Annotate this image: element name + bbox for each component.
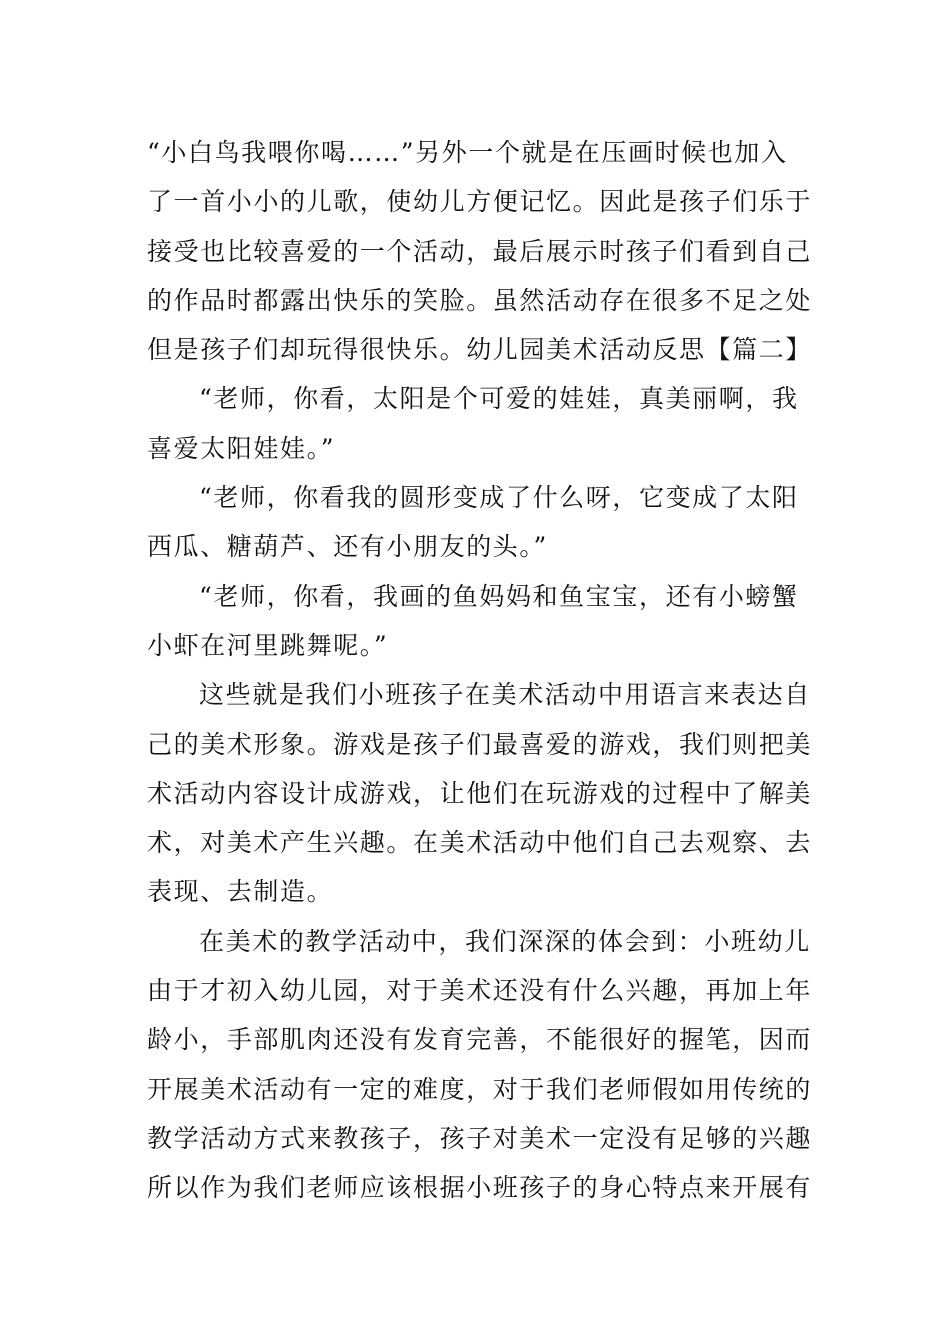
text-line: 表现、去制造。 (147, 877, 334, 907)
text-line: “小白鸟我喂你喝……”另外一个就是在压画时候也加入 (147, 138, 788, 167)
text-line: 龄小，手部肌肉还没有发育完善，不能很好的握笔，因而 (147, 1025, 813, 1055)
document-body (147, 128, 813, 1213)
text-line: 术，对美术产生兴趣。在美术活动中他们自己去观察、去 (147, 828, 813, 858)
text-line: 开展美术活动有一定的难度，对于我们老师假如用传统的 (147, 1074, 813, 1104)
paragraph-first-line: “老师，你看我的圆形变成了什么呀，它变成了太阳 (199, 483, 799, 513)
text-line: 的作品时都露出快乐的笑脸。虽然活动存在很多不足之处 (147, 285, 813, 315)
text-line: 所以作为我们老师应该根据小班孩子的身心特点来开展有 (147, 1173, 813, 1203)
text-line: 由于才初入幼儿园，对于美术还没有什么兴趣，再加上年 (147, 976, 813, 1006)
paragraph-first-line: 这些就是我们小班孩子在美术活动中用语言来表达自 (199, 680, 811, 710)
text-line: 小虾在河里跳舞呢。” (147, 630, 389, 660)
text-line: 己的美术形象。游戏是孩子们最喜爱的游戏，我们则把美 (147, 729, 813, 759)
text-line: 了一首小小的儿歌，使幼儿方便记忆。因此是孩子们乐于 (147, 187, 813, 217)
text-line: 术活动内容设计成游戏，让他们在玩游戏的过程中了解美 (147, 778, 813, 808)
text-line: 西瓜、糖葫芦、还有小朋友的头。” (147, 532, 548, 562)
paragraph-first-line: 在美术的教学活动中，我们深深的体会到：小班幼儿 (199, 926, 811, 956)
text-line: 教学活动方式来教孩子，孩子对美术一定没有足够的兴趣 (147, 1123, 813, 1153)
paragraph-first-line: “老师，你看，我画的鱼妈妈和鱼宝宝，还有小螃蟹 (199, 581, 799, 611)
paragraph-first-line: “老师，你看，太阳是个可爱的娃娃，真美丽啊，我 (199, 384, 799, 414)
text-line: 接受也比较喜爱的一个活动，最后展示时孩子们看到自己 (147, 236, 813, 266)
text-line: 但是孩子们却玩得很快乐。幼儿园美术活动反思【篇二】 (147, 335, 813, 365)
text-line: 喜爱太阳娃娃。” (147, 433, 336, 463)
